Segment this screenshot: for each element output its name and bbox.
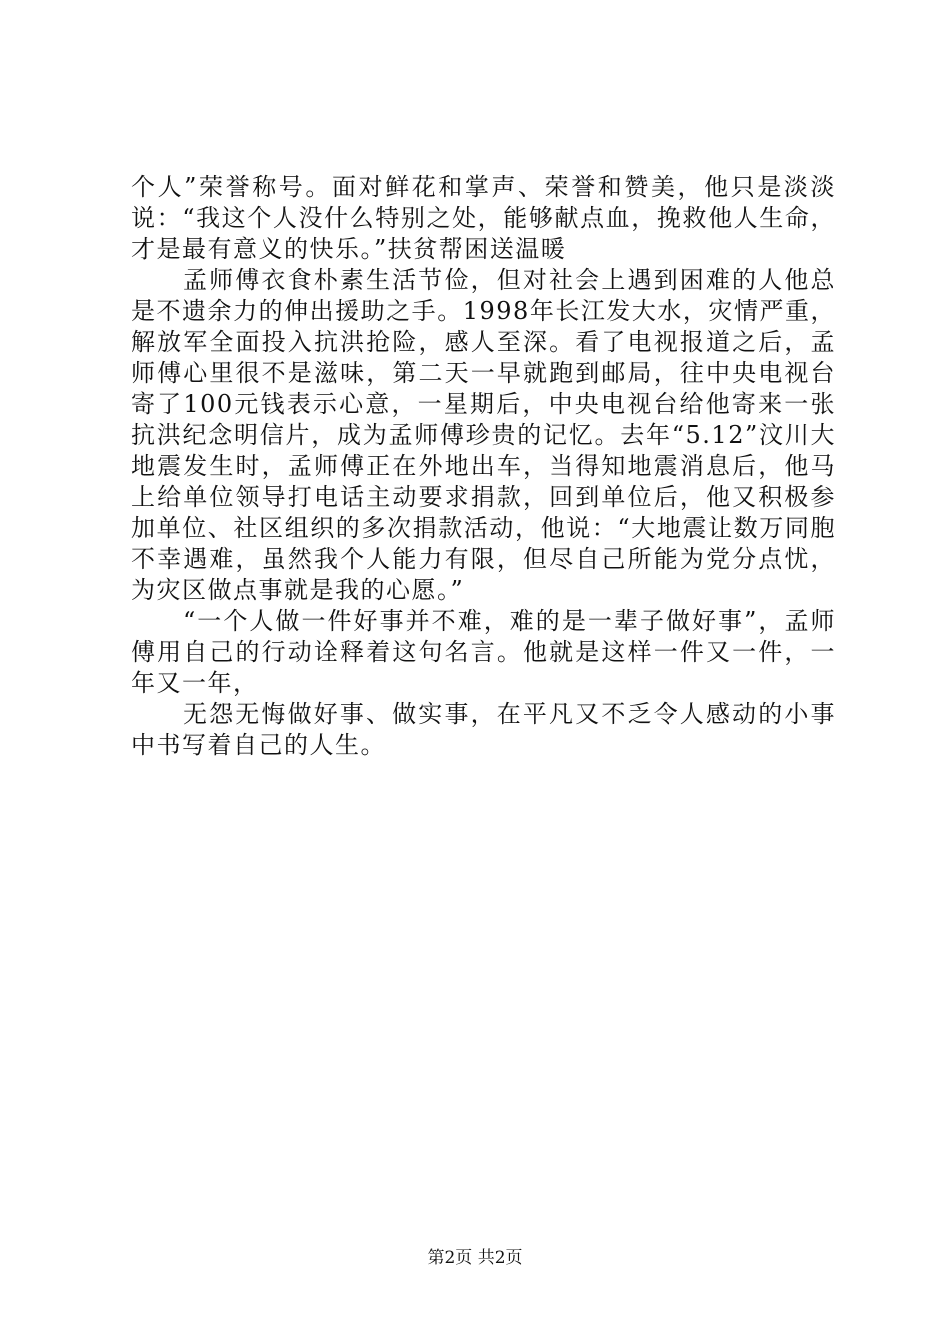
paragraph-conclusion: 无怨无悔做好事、做实事，在平凡又不乏令人感动的小事中书写着自己的人生。 <box>131 700 836 759</box>
document-body <box>131 172 836 761</box>
paragraph-continuation: 个人”荣誉称号。面对鲜花和掌声、荣誉和赞美，他只是淡淡说：“我这个人没什么特别之处，能够献点血，挽救他人生命，才是最有意义的快乐。”扶贫帮困送温暖 <box>131 173 836 263</box>
paragraph-quote: “一个人做一件好事并不难，难的是一辈子做好事”，孟师傅用自己的行动诠释着这句名言。他就是这样一件又一件，一年又一年， <box>131 607 836 697</box>
page-number-footer: 第2页 共2页 <box>427 1248 523 1268</box>
paragraph-donation: 孟师傅衣食朴素生活节俭，但对社会上遇到困难的人他总是不遗余力的伸出援助之手。1998年长江发大水，灾情严重，解放军全面投入抗洪抢险，感人至深。看了电视报道之后，孟师傅心里很不是滋味，第二天一早就跑到邮局，往中央电视台寄了100元钱表示心意，一星期后，中央电视台给他寄来一张抗洪纪念明信片，成为孟师傅珍贵的记忆。去年“5.12”汶川大地震发生时，孟师傅正在外地出车，当得知地震消息后，他马上给单位领导打电话主动要求捐款，回到单位后，他又积极参加单位、社区组织的多次捐款活动，他说：“大地震让数万同胞不幸遇难，虽然我个人能力有限，但尽自己所能为党分点忧，为灾区做点事就是我的心愿。” <box>131 266 836 604</box>
